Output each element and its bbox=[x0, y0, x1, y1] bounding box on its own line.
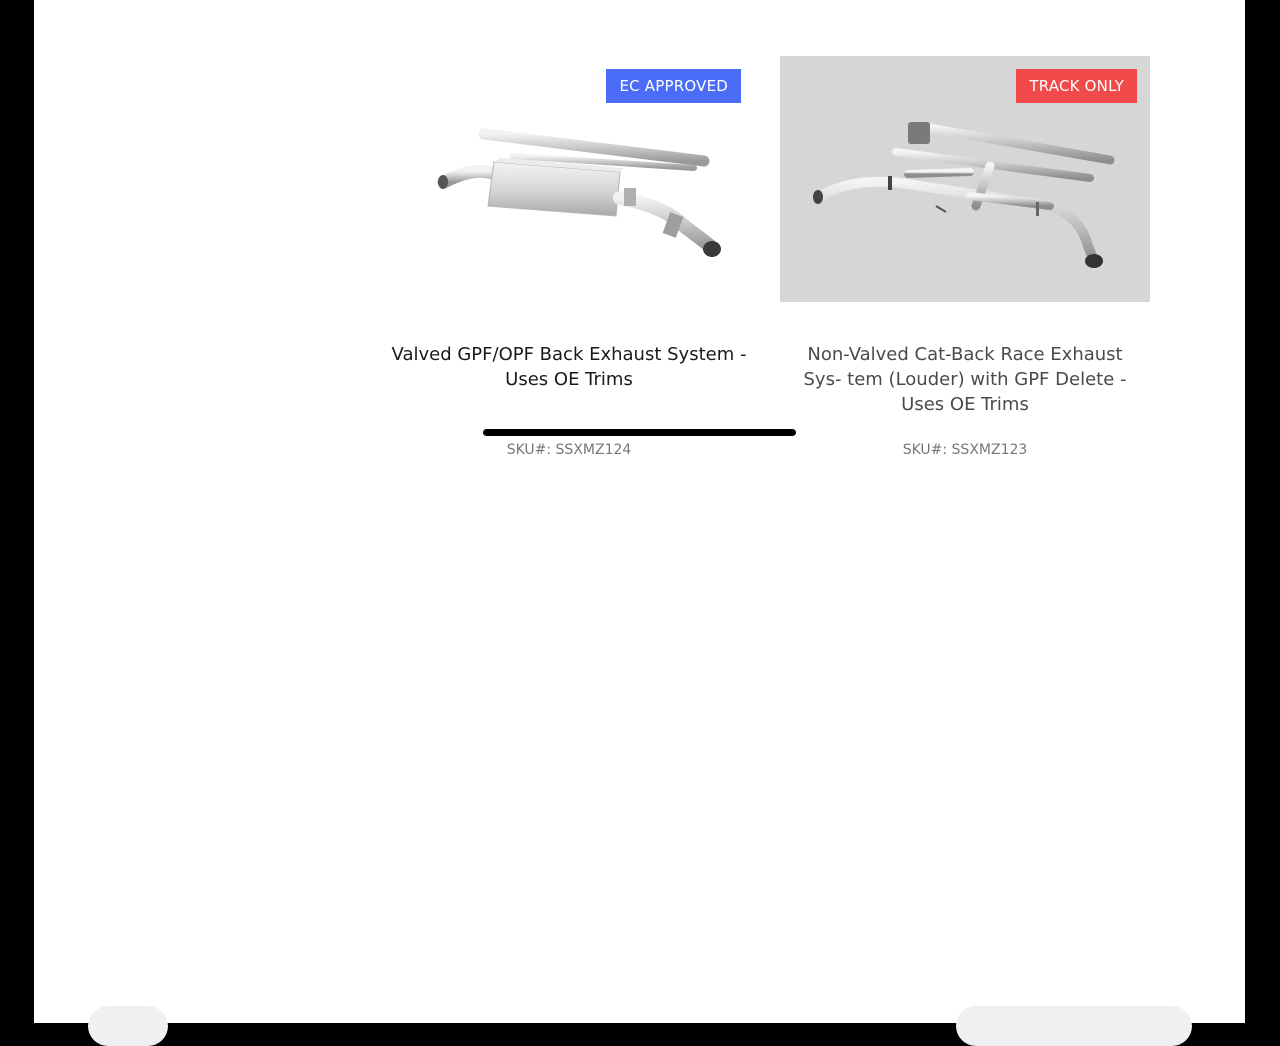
right-black-border bbox=[1245, 0, 1280, 1023]
product-title[interactable]: Non-Valved Cat-Back Race Exhaust Sys- tem (Louder) with GPF Delete - Uses OE Trims bbox=[803, 344, 1127, 415]
track-only-badge: TRACK ONLY bbox=[1016, 69, 1137, 103]
product-sku: SKU#: SSXMZ124 bbox=[506, 442, 632, 458]
bottom-nav-button[interactable] bbox=[956, 1006, 1192, 1046]
product-sku: SKU#: SSXMZ123 bbox=[902, 442, 1028, 458]
product-listing-page bbox=[34, 0, 1245, 1023]
product-card[interactable] bbox=[384, 56, 754, 392]
product-card[interactable] bbox=[780, 56, 1150, 417]
product-image[interactable] bbox=[384, 56, 754, 302]
product-image[interactable] bbox=[780, 56, 1150, 302]
product-title[interactable]: Valved GPF/OPF Back Exhaust System - Uses OE Trims bbox=[391, 344, 747, 390]
ec-approved-badge: EC APPROVED bbox=[606, 69, 741, 103]
left-black-border bbox=[0, 0, 34, 1023]
scroll-indicator[interactable] bbox=[483, 429, 796, 436]
bottom-nav-button[interactable] bbox=[88, 1006, 168, 1046]
